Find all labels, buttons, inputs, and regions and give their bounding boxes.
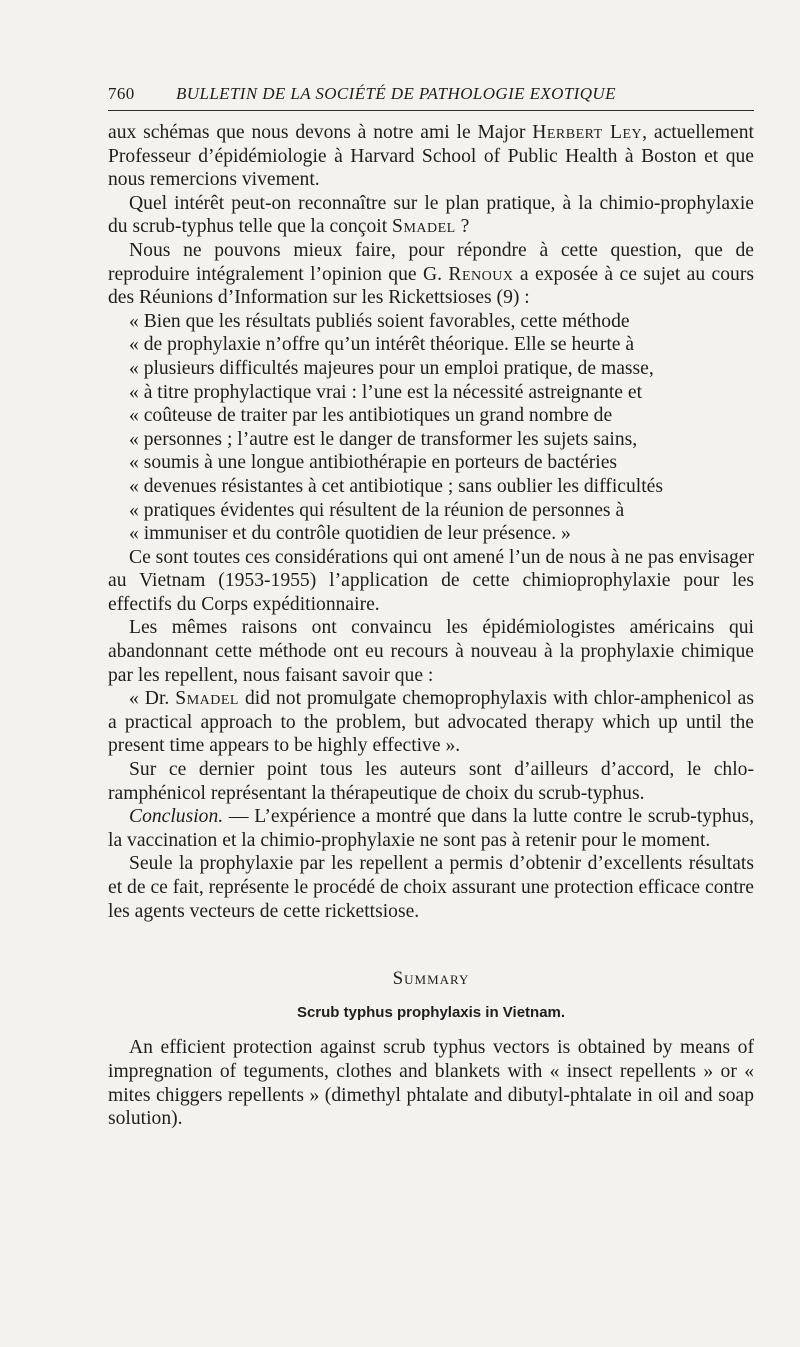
conclusion-text: — L’expérience a montré que dans la lutte contre le scrub-typhus, la vaccination et la chimio-prophylaxie ne sont pas à retenir pour le moment. <box>108 806 754 851</box>
quote-line: « pratiques évidentes qui résultent de la réunion de personnes à <box>129 499 625 521</box>
paragraph-5: Les mêmes raisons ont convaincu les épidémiologistes américains qui abandonnant cette méthode ont eu recours à nouveau à la prophylaxie chimique par les repellent, nous faisant savoir que : <box>108 617 754 686</box>
paragraph-1 <box>108 121 754 192</box>
paragraph-2-text-b: ? <box>455 216 470 238</box>
page <box>108 80 754 1131</box>
conclusion-label: Conclusion. <box>129 806 224 828</box>
quote-line: « de prophylaxie n’offre qu’un intérêt théorique. Elle se heurte à <box>129 334 635 356</box>
quote-2-text-b: did not promulgate chemoprophylaxis with chlor-amphenicol as a practical approach to the problem, but advocated therapy which up until the present time appears to be highly effective ». <box>108 688 754 757</box>
paragraph-4: Ce sont toutes ces considérations qui ont amené l’un de nous à ne pas envisager au Vietnam (1953-1955) l’application de cette chimioprophylaxie pour les effectifs du Corps expéditionnaire. <box>108 546 754 615</box>
paragraph-3-text-a: Nous ne pouvons mieux faire, pour répondre à cette question, que de reproduire intégralement l’opinion que G. <box>108 239 754 285</box>
journal-title: BULLETIN DE LA SOCIÉTÉ DE PATHOLOGIE EXOTIQUE <box>176 84 616 103</box>
paragraph-1-text-b: , actuellement Professeur d’épidémiologie à Harvard School of Public Health à Boston et que nous remercions vivement. <box>108 122 754 191</box>
quote-line: « devenues résistantes à cet antibiotique ; sans oublier les difficultés <box>129 475 663 497</box>
paragraph-6: Sur ce dernier point tous les auteurs sont d’ailleurs d’accord, le chlo-ramphénicol représentant la thérapeutique de choix du scrub-typhus. <box>108 759 754 804</box>
paragraph-2 <box>108 192 754 239</box>
quote-line: « immuniser et du contrôle quotidien de leur présence. » <box>129 523 571 545</box>
summary-subtitle: Scrub typhus prophylaxis in Vietnam. <box>296 1003 566 1021</box>
author-name-renoux: Renoux <box>448 263 514 285</box>
author-name-smadel-2: Smadel <box>175 688 239 710</box>
quote-line: « soumis à une longue antibiothérapie en porteurs de bactéries <box>129 452 618 474</box>
article-body <box>108 121 754 1131</box>
summary-text: An efficient protection against scrub typhus vectors is obtained by means of impregnation of teguments, clothes and blankets with « insect repellents » or « mites chiggers repellents » (dimethyl phtalate and dibutyl-phtalate in oil and soap solution). <box>108 1037 754 1130</box>
paragraph-conclusion <box>108 805 754 852</box>
quotation-renoux <box>108 310 754 546</box>
paragraph-2-text-a: Quel intérêt peut-on reconnaître sur le plan pratique, à la chimio-prophylaxie du scrub-typhus telle que la conçoit <box>108 192 754 238</box>
quote-line: « plusieurs difficultés majeures pour un emploi pratique, de masse, <box>129 357 654 379</box>
author-name-ley: Herbert Ley <box>532 122 643 143</box>
paragraph-8: Seule la prophylaxie par les repellent a permis d’obtenir d’excellents résultats et de ce fait, représente le procédé de choix assurant une protection efficace contre les agents vecteurs de cette rickettsiose. <box>108 853 754 922</box>
paragraph-3 <box>108 239 754 310</box>
page-number: 760 <box>108 84 135 103</box>
paragraph-3-text-b: a exposée à ce sujet au cours des Réunions d’Information sur les Rickettsioses (9) : <box>108 263 754 309</box>
running-header <box>108 80 754 111</box>
quote-line: « coûteuse de traiter par les antibiotiques un grand nombre de <box>129 405 613 427</box>
paragraph-1-text-a: aux schémas que nous devons à notre ami le Major <box>108 122 533 143</box>
summary-heading: Summary <box>392 968 470 990</box>
quotation-american <box>108 687 754 758</box>
quote-line: « Bien que les résultats publiés soient favorables, cette méthode <box>129 310 630 332</box>
quote-2-text-a: « Dr. <box>129 688 176 710</box>
quote-line: « personnes ; l’autre est le danger de transformer les sujets sains, <box>129 428 638 450</box>
author-name-smadel: Smadel <box>392 216 456 238</box>
quote-line: « à titre prophylactique vrai : l’une est la nécessité astreignante et <box>129 381 643 403</box>
